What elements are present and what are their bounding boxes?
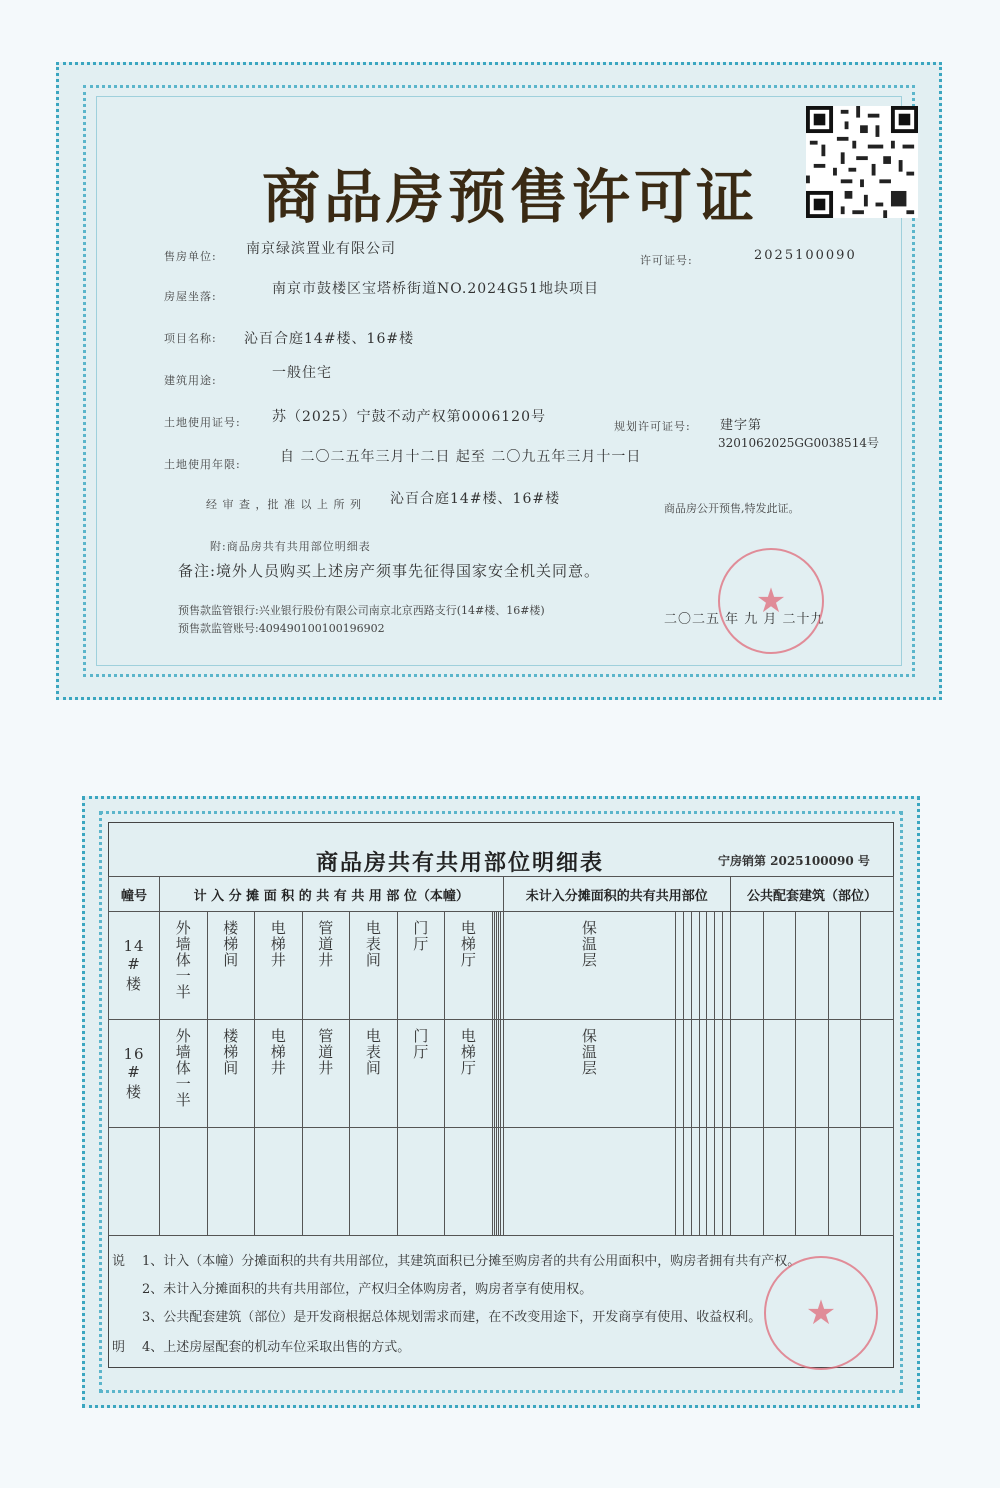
excluded-cell bbox=[503, 1128, 676, 1236]
seller-label: 售房单位: bbox=[164, 250, 217, 263]
project-label: 项目名称: bbox=[164, 332, 217, 345]
public-cell bbox=[796, 1020, 829, 1128]
notes-side-top: 说 bbox=[112, 1254, 126, 1269]
included-item: 外墙体一半 bbox=[173, 1028, 192, 1108]
excluded-item: 保温层 bbox=[579, 1028, 598, 1076]
detail-table-ref: 宁房销第 2025100090 号 bbox=[718, 854, 870, 868]
note-4: 4、上述房屋配套的机动车位采取出售的方式。 bbox=[142, 1340, 411, 1355]
note-1: 1、计入（本幢）分摊面积的共有共用部位，其建筑面积已分摊至购房者的共有公用面积中，购房者拥有共有产权。 bbox=[142, 1254, 801, 1269]
excluded-cell bbox=[676, 912, 684, 1020]
included-cell bbox=[255, 1128, 303, 1236]
included-cell bbox=[445, 1020, 493, 1128]
building-use-label: 建筑用途: bbox=[164, 374, 217, 387]
excluded-cell bbox=[676, 1020, 684, 1128]
included-item: 门厅 bbox=[411, 1028, 430, 1060]
excluded-cell bbox=[699, 1020, 707, 1128]
excluded-cell bbox=[503, 912, 676, 1020]
included-item: 楼梯间 bbox=[221, 1028, 240, 1076]
approval-suffix: 商品房公开预售,特发此证。 bbox=[664, 502, 800, 515]
excluded-cell bbox=[715, 1020, 723, 1128]
header-public: 公共配套建筑（部位） bbox=[731, 877, 894, 912]
excluded-cell bbox=[683, 1128, 691, 1236]
approval-prefix: 经 审 查 ，批 准 以 上 所 列 bbox=[206, 498, 362, 511]
included-cell bbox=[350, 1128, 398, 1236]
land-term-value: 自 二〇二五年三月十二日 起至 二〇九五年三月十一日 bbox=[280, 449, 642, 465]
land-term-label: 土地使用年限: bbox=[164, 458, 241, 471]
excluded-cell bbox=[676, 1128, 684, 1236]
notes-side-bottom: 明 bbox=[112, 1340, 126, 1355]
approval-project: 沁百合庭14#楼、16#楼 bbox=[390, 491, 561, 507]
excluded-cell bbox=[723, 1128, 731, 1236]
remark: 备注:境外人员购买上述房产须事先征得国家安全机关同意。 bbox=[178, 562, 601, 580]
excluded-cell bbox=[683, 912, 691, 1020]
included-item: 电梯井 bbox=[268, 920, 287, 968]
included-item: 电梯厅 bbox=[458, 920, 477, 968]
public-cell bbox=[828, 1020, 861, 1128]
included-cell bbox=[350, 912, 398, 1020]
public-cell bbox=[796, 1128, 829, 1236]
building-cell bbox=[109, 1020, 160, 1128]
included-item: 管道井 bbox=[316, 1028, 335, 1076]
excluded-cell bbox=[503, 1020, 676, 1128]
included-cell bbox=[302, 1020, 350, 1128]
public-cell bbox=[731, 1020, 764, 1128]
public-cell bbox=[763, 1020, 796, 1128]
included-cell bbox=[255, 1020, 303, 1128]
included-item: 楼梯间 bbox=[221, 920, 240, 968]
excluded-cell bbox=[699, 1128, 707, 1236]
excluded-cell bbox=[707, 1020, 715, 1128]
included-cell bbox=[255, 912, 303, 1020]
included-item: 管道井 bbox=[316, 920, 335, 968]
note-2: 2、未计入分摊面积的共有共用部位，产权归全体购房者，购房者享有使用权。 bbox=[142, 1282, 593, 1297]
planning-permit-prefix: 建字第 bbox=[720, 418, 763, 433]
issue-date: 二〇二五 年 九 月 二十九 bbox=[664, 612, 825, 627]
public-cell bbox=[828, 912, 861, 1020]
shared-parts-table bbox=[108, 876, 894, 1236]
excluded-cell bbox=[723, 1020, 731, 1128]
table-row bbox=[109, 1020, 894, 1128]
public-cell bbox=[763, 912, 796, 1020]
official-seal-icon: ★ bbox=[718, 548, 824, 654]
building-number: 16#楼 bbox=[123, 1045, 145, 1101]
public-cell bbox=[861, 1020, 894, 1128]
included-cell bbox=[207, 1020, 255, 1128]
excluded-cell bbox=[707, 1128, 715, 1236]
excluded-cell bbox=[715, 1128, 723, 1236]
included-item: 电梯井 bbox=[268, 1028, 287, 1076]
official-seal-icon-2: ★ bbox=[764, 1256, 878, 1370]
excluded-cell bbox=[707, 912, 715, 1020]
seller-value: 南京绿滨置业有限公司 bbox=[246, 241, 396, 257]
location-value: 南京市鼓楼区宝塔桥街道NO.2024G51地块项目 bbox=[272, 281, 599, 297]
included-cell bbox=[397, 912, 445, 1020]
included-cell bbox=[160, 1128, 208, 1236]
included-item: 门厅 bbox=[411, 920, 430, 952]
excluded-cell bbox=[723, 912, 731, 1020]
building-number: 14#楼 bbox=[123, 937, 145, 993]
included-cell bbox=[302, 1128, 350, 1236]
included-item: 电表间 bbox=[363, 920, 382, 968]
land-certificate-value: 苏（2025）宁鼓不动产权第0006120号 bbox=[272, 409, 546, 425]
excluded-cell bbox=[691, 912, 699, 1020]
included-cell bbox=[160, 912, 208, 1020]
included-cell bbox=[445, 1128, 493, 1236]
header-excluded: 未计入分摊面积的共有共用部位 bbox=[503, 877, 731, 912]
detail-table-title: 商品房共有共用部位明细表 bbox=[316, 850, 605, 876]
building-cell bbox=[109, 1128, 160, 1236]
excluded-cell bbox=[699, 912, 707, 1020]
bank-line: 预售款监管银行:兴业银行股份有限公司南京北京西路支行(14#楼、16#楼) bbox=[178, 604, 545, 617]
building-use-value: 一般住宅 bbox=[272, 365, 332, 381]
public-cell bbox=[861, 912, 894, 1020]
public-cell bbox=[731, 1128, 764, 1236]
permit-number-value: 2025100090 bbox=[754, 248, 857, 263]
table-row bbox=[109, 1128, 894, 1236]
public-cell bbox=[731, 912, 764, 1020]
excluded-cell bbox=[691, 1020, 699, 1128]
included-item: 电表间 bbox=[363, 1028, 382, 1076]
public-cell bbox=[828, 1128, 861, 1236]
qr-code-icon bbox=[806, 106, 918, 218]
included-cell bbox=[207, 1128, 255, 1236]
included-cell bbox=[397, 1020, 445, 1128]
header-included: 计 入 分 摊 面 积 的 共 有 共 用 部 位（本幢） bbox=[160, 877, 504, 912]
location-label: 房屋坐落: bbox=[164, 290, 217, 303]
building-cell bbox=[109, 912, 160, 1020]
permit-number-label: 许可证号: bbox=[640, 254, 693, 267]
excluded-item: 保温层 bbox=[579, 920, 598, 968]
public-cell bbox=[796, 912, 829, 1020]
land-certificate-label: 土地使用证号: bbox=[164, 416, 241, 429]
table-row bbox=[109, 912, 894, 1020]
included-cell bbox=[160, 1020, 208, 1128]
included-cell bbox=[350, 1020, 398, 1128]
included-cell bbox=[207, 912, 255, 1020]
project-value: 沁百合庭14#楼、16#楼 bbox=[244, 331, 415, 347]
included-item: 外墙体一半 bbox=[173, 920, 192, 1000]
public-cell bbox=[763, 1128, 796, 1236]
included-cell bbox=[397, 1128, 445, 1236]
excluded-cell bbox=[683, 1020, 691, 1128]
note-3: 3、公共配套建筑（部位）是开发商根据总体规划需求而建，在不改变用途下，开发商享有使用、收益权利。 bbox=[142, 1310, 762, 1325]
header-building: 幢号 bbox=[109, 877, 160, 912]
public-cell bbox=[861, 1128, 894, 1236]
included-cell bbox=[302, 912, 350, 1020]
attachment-note: 附:商品房共有共用部位明细表 bbox=[210, 540, 371, 553]
certificate-title: 商品房预售许可证 bbox=[262, 163, 759, 231]
planning-permit-number: 3201062025GG0038514号 bbox=[718, 436, 879, 450]
excluded-cell bbox=[691, 1128, 699, 1236]
excluded-cell bbox=[715, 912, 723, 1020]
planning-permit-label: 规划许可证号: bbox=[614, 420, 691, 433]
account-line: 预售款监管账号:409490100100196902 bbox=[178, 622, 385, 635]
included-cell bbox=[445, 912, 493, 1020]
included-item: 电梯厅 bbox=[458, 1028, 477, 1076]
